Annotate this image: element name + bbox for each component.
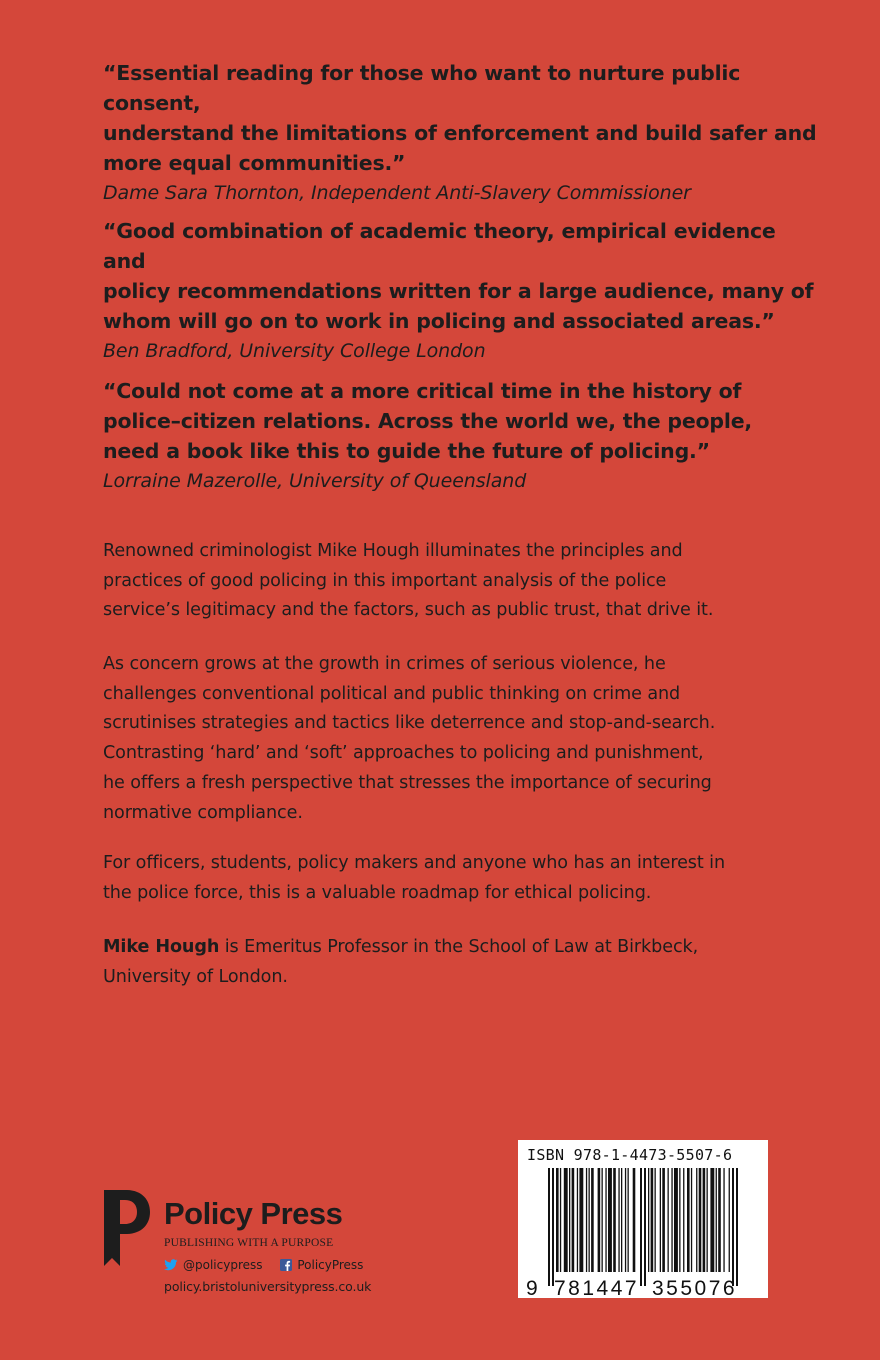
barcode-bar	[696, 1168, 697, 1272]
barcode-bar	[572, 1168, 575, 1272]
barcode-bar	[703, 1168, 706, 1272]
barcode-bar	[621, 1168, 622, 1272]
endorsement-quote-2	[103, 216, 823, 366]
barcode-bar	[651, 1168, 654, 1272]
publisher-name: Policy Press	[164, 1196, 343, 1231]
quote-text: “Good combination of academic theory, empirical evidence and policy recommendations written for a large audience, many of whom will go on to work in policing and associated areas.”	[103, 219, 814, 333]
barcode-bar	[602, 1168, 603, 1272]
barcode-guard-bar	[640, 1168, 642, 1286]
barcode-bar	[569, 1168, 570, 1272]
barcode-bar	[699, 1168, 702, 1272]
barcode-bar	[633, 1168, 636, 1272]
barcode-bars	[518, 1168, 768, 1298]
quote-text: “Essential reading for those who want to nurture public consent, understand the limitations of enforcement and build safer and more equal communities.”	[103, 61, 817, 175]
barcode-bar	[564, 1168, 568, 1272]
barcode-bar	[660, 1168, 661, 1272]
publisher-tagline: PUBLISHING WITH A PURPOSE	[164, 1237, 334, 1249]
barcode-bar	[691, 1168, 692, 1272]
barcode-bar	[613, 1168, 616, 1272]
barcode-guard-bar	[644, 1168, 646, 1286]
author-bio: Mike Hough is Emeritus Professor in the School of Law at Birkbeck, University of London.	[103, 937, 699, 987]
barcode-guard-bar	[548, 1168, 550, 1286]
quote-attribution: Lorraine Mazerolle, University of Queensland	[103, 470, 527, 492]
barcode-bar	[655, 1168, 656, 1272]
barcode-bar	[668, 1168, 669, 1272]
barcode-guard-bar	[736, 1168, 738, 1286]
barcode-bar	[589, 1168, 590, 1272]
barcode-bar	[625, 1168, 626, 1272]
barcode-bar	[591, 1168, 594, 1272]
author-name: Mike Hough	[103, 937, 220, 957]
barcode-bar	[586, 1168, 587, 1272]
barcode-bar	[674, 1168, 678, 1272]
barcode-bar	[718, 1168, 721, 1272]
publisher-block	[100, 1188, 430, 1308]
barcode-bar	[556, 1168, 559, 1272]
isbn-label: ISBN 978-1-4473-5507-6	[527, 1146, 733, 1164]
barcode-bar	[577, 1168, 578, 1272]
facebook-icon	[280, 1259, 292, 1271]
barcode-bar	[723, 1168, 724, 1272]
barcode-bar	[679, 1168, 680, 1272]
barcode-bar	[618, 1168, 619, 1272]
policy-press-logo-icon	[100, 1188, 152, 1268]
quote-attribution: Dame Sara Thornton, Independent Anti-Slavery Commissioner	[103, 182, 691, 204]
barcode-bar-group	[548, 1168, 738, 1286]
barcode-bar	[687, 1168, 690, 1272]
barcode-bar	[579, 1168, 583, 1272]
barcode-bar	[707, 1168, 708, 1272]
barcode-bar	[671, 1168, 672, 1272]
barcode-bar	[648, 1168, 649, 1272]
barcode-bar	[608, 1168, 612, 1272]
facebook-link[interactable]: PolicyPress	[280, 1256, 363, 1274]
barcode-right-digits: 355076	[652, 1277, 738, 1298]
description-paragraph-2: As concern grows at the growth in crimes of serious violence, he challenges conventional political and public thinking on crime and scrutinises strategies and tactics like deterrence and stop-and-search. Contrasting ‘hard’ and ‘soft’ approaches to policing and punishment, he offers a fresh perspective that stresses the importance of securing normative compliance.	[103, 654, 716, 823]
twitter-link[interactable]: @policypress	[164, 1256, 263, 1274]
barcode-bar	[662, 1168, 665, 1272]
barcode-first-digit: 9	[526, 1277, 538, 1298]
barcode-left-digits: 781447	[554, 1277, 640, 1298]
quote-text: “Could not come at a more critical time in the history of police–citizen relations. Across the world we, the people, need a book like this to guide the future of policing.”	[103, 379, 753, 463]
quote-attribution: Ben Bradford, University College London	[103, 340, 486, 362]
barcode-bar	[716, 1168, 717, 1272]
barcode-bar	[628, 1168, 629, 1272]
description-paragraph-1: Renowned criminologist Mike Hough illuminates the principles and practices of good policing in this important analysis of the police service’s legitimacy and the factors, such as public trust, that drive it.	[103, 541, 714, 621]
barcode-bar	[710, 1168, 714, 1272]
barcode-guard-bar	[552, 1168, 554, 1286]
barcode-bar	[683, 1168, 684, 1272]
endorsement-quote-1	[103, 58, 823, 208]
barcode-bar	[729, 1168, 730, 1272]
barcode-bar	[605, 1168, 606, 1272]
description-paragraph-3: For officers, students, policy makers and anyone who has an interest in the police force, this is a valuable roadmap for ethical policing.	[103, 853, 726, 903]
endorsement-quote-3	[103, 376, 823, 496]
barcode-guard-bar	[732, 1168, 734, 1286]
twitter-icon	[164, 1259, 178, 1271]
isbn-barcode	[518, 1140, 768, 1298]
publisher-url[interactable]: policy.bristoluniversitypress.co.uk	[164, 1279, 372, 1294]
barcode-bar	[560, 1168, 561, 1272]
barcode-bar	[598, 1168, 601, 1272]
social-links	[164, 1256, 377, 1274]
